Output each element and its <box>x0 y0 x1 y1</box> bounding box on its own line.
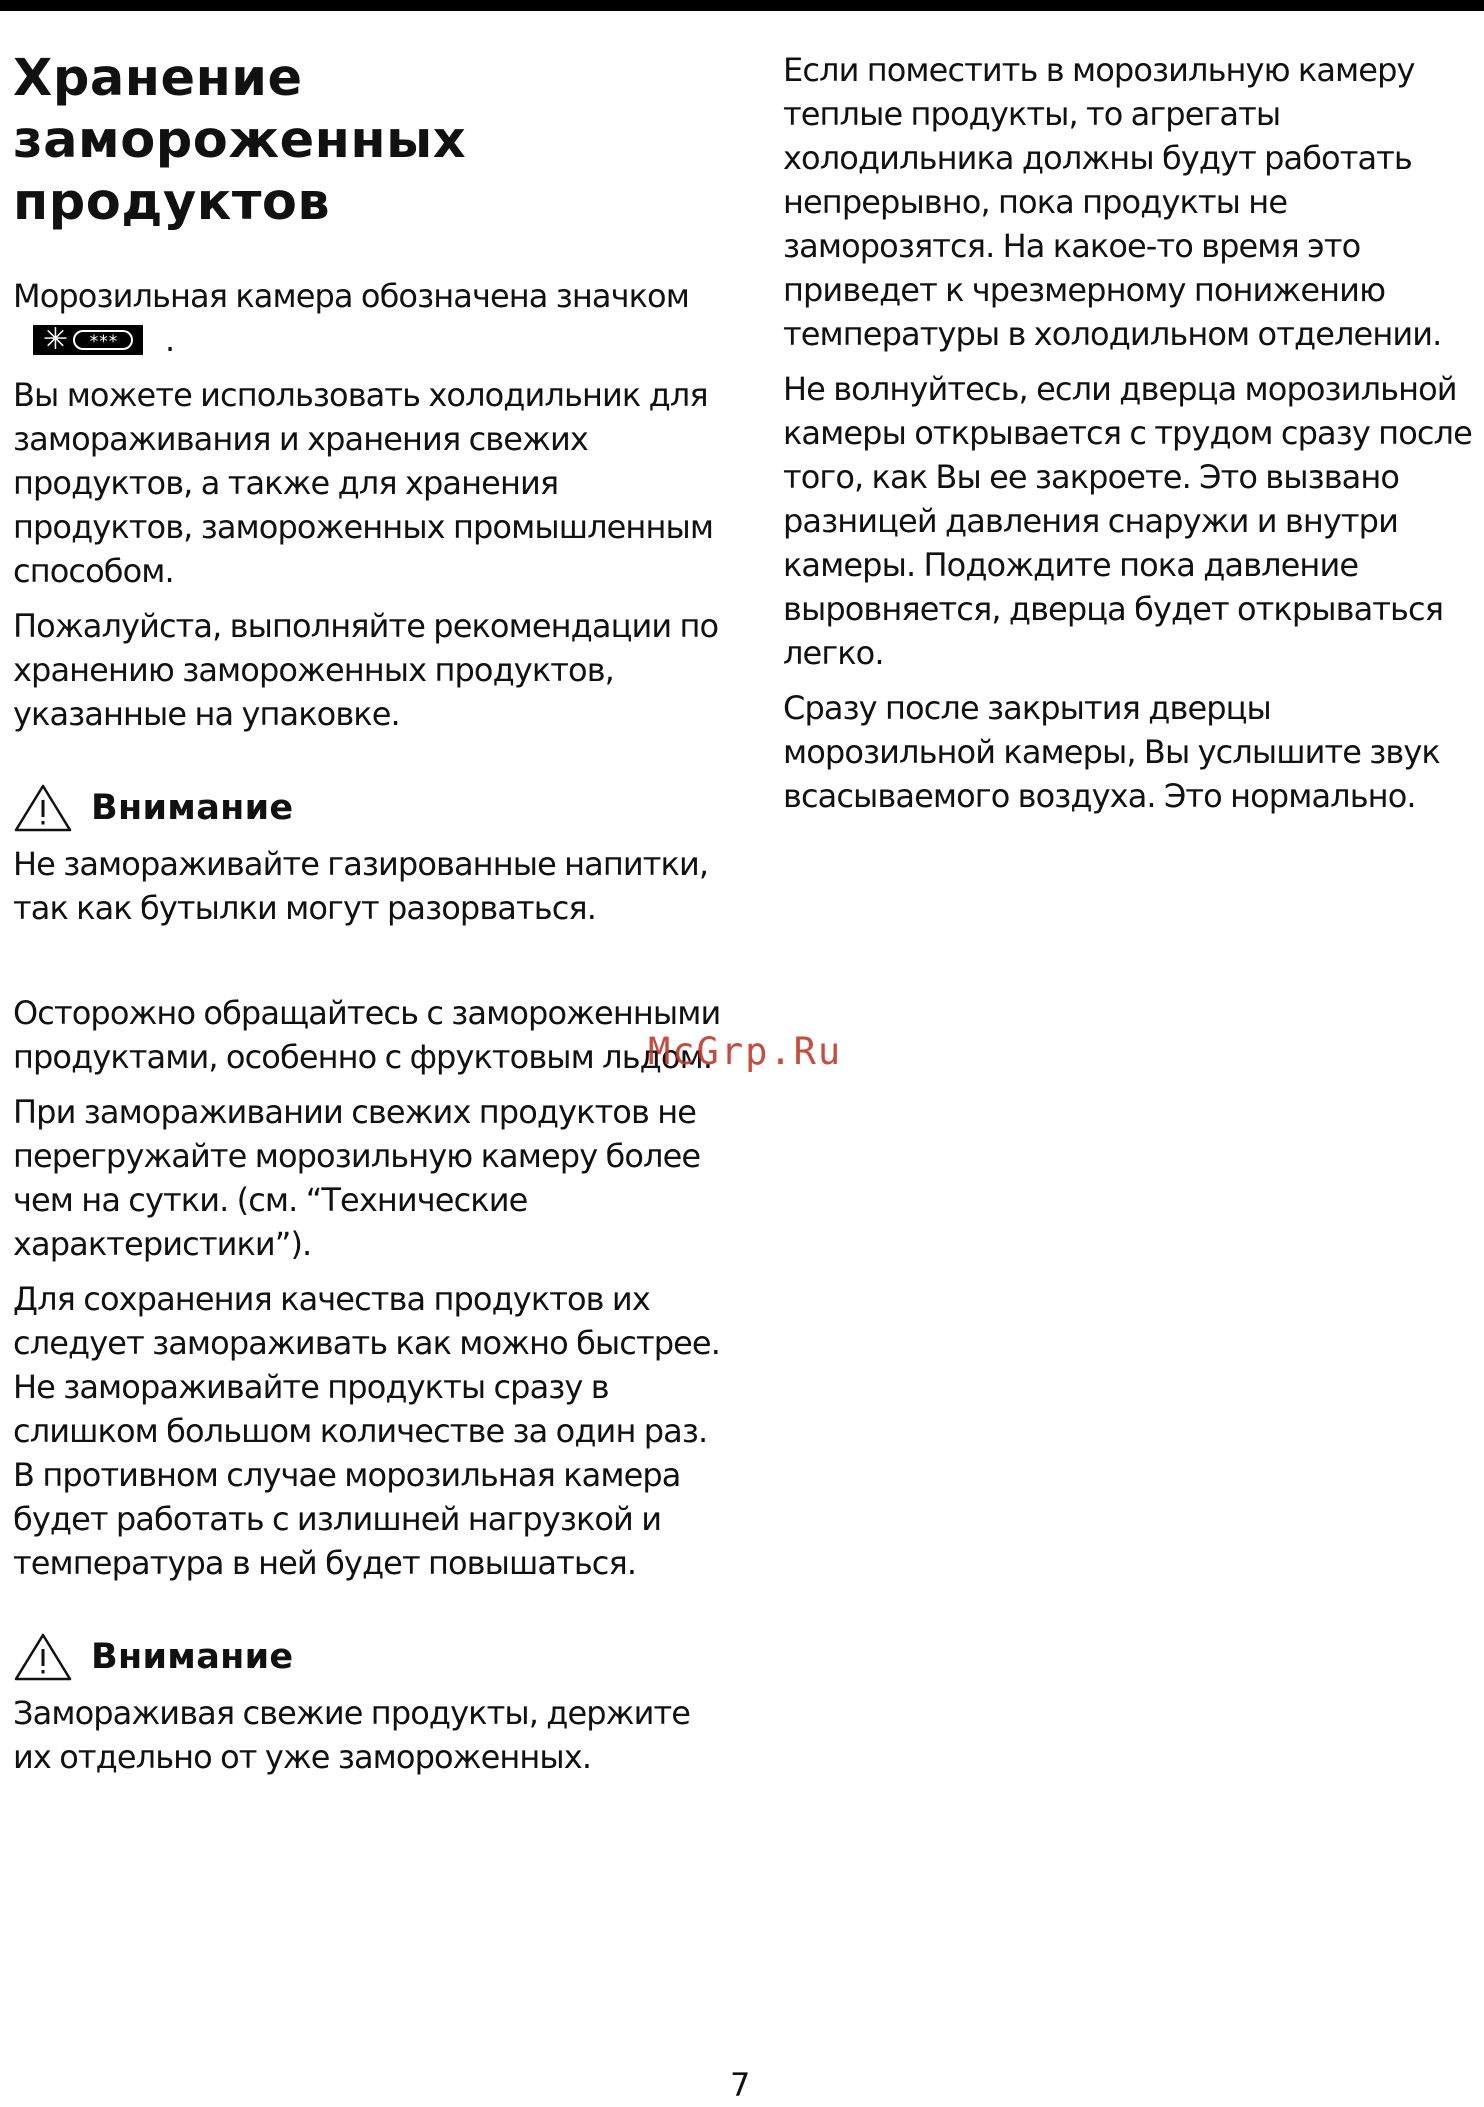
title-line-3: продуктов <box>13 173 331 232</box>
right-column <box>783 48 1483 829</box>
paragraph-handling: Осторожно обращайтесь с замороженными продуктами, особенно с фруктовым льдом. <box>13 994 721 1076</box>
page-title <box>13 48 728 234</box>
paragraph-recommendations: Пожалуйста, выполняйте рекомендации по хранению замороженных продуктов, указанные на упаковке. <box>13 607 719 733</box>
warning-text-2: Замораживая свежие продукты, держите их отдельно от уже замороженных. <box>13 1694 691 1776</box>
warning-text-1: Не замораживайте газированные напитки, так как бутылки могут разорваться. <box>13 845 709 927</box>
warning-title-1: Внимание <box>91 788 294 828</box>
paragraph-usage: Вы можете использовать холодильник для замораживания и хранения свежих продуктов, а также для хранения продуктов, замороженных промышленным способом. <box>13 376 714 590</box>
warning-heading-1 <box>13 782 728 834</box>
paragraph-quality: Для сохранения качества продуктов их следует замораживать как можно быстрее. Не замораживайте продукты сразу в слишком большом количестве за один раз. В противном случае морозильная камера будет работать с излишней нагрузкой и температура в ней будет повышаться. <box>13 1280 720 1582</box>
freezer-small-stars: *** <box>73 330 133 350</box>
freezer-intro-period: . <box>165 321 175 359</box>
left-column <box>13 48 728 1790</box>
paragraph-warm-products: Если поместить в морозильную камеру теплые продукты, то агрегаты холодильника должны будут работать непрерывно, пока продукты не заморозятся. На какое-то время это приведет к чрезмерному понижению температуры в холодильном отделении. <box>783 51 1442 353</box>
paragraph-overload: При замораживании свежих продуктов не перегружайте морозильную камеру более чем на сутки. (см. “Технические характеристики”). <box>13 1093 701 1263</box>
warning-triangle-icon <box>13 783 73 833</box>
paragraph-door-pressure: Не волнуйтесь, если дверца морозильной камеры открывается с трудом сразу после того, как Вы ее закроете. Это вызвано разницей давления снаружи и внутри камеры. Подождите пока давление выровняется, дверца будет открываться легко. <box>783 370 1472 672</box>
warning-heading-2 <box>13 1631 728 1683</box>
watermark: McGrp.Ru <box>648 1030 843 1073</box>
warning-title-2: Внимание <box>91 1637 294 1677</box>
title-line-1: Хранение <box>13 49 303 108</box>
title-line-2: замороженных <box>13 111 467 170</box>
freezer-intro-paragraph <box>13 274 728 362</box>
top-rule <box>0 0 1484 11</box>
warning-triangle-icon <box>13 1632 73 1682</box>
paragraph-air-sound: Сразу после закрытия дверцы морозильной камеры, Вы услышите звук всасываемого воздуха. Это нормально. <box>783 689 1440 815</box>
freezer-star-icon <box>33 322 143 357</box>
freezer-intro-text: Морозильная камера обозначена значком <box>13 277 689 315</box>
freezer-big-star: ✳ <box>42 322 68 357</box>
page-number: 7 <box>730 2066 751 2104</box>
